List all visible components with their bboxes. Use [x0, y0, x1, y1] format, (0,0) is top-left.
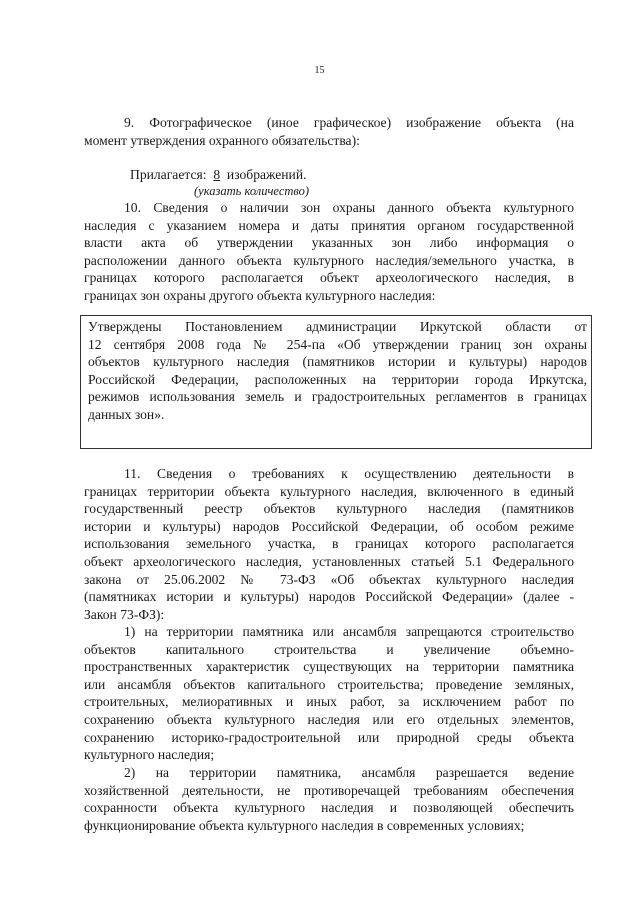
section-9-line: 9. Фотографическое (иное графическое) изображение объекта (на: [124, 115, 574, 130]
item1-line: объектов капитального строительства и увеличение объемно-: [84, 641, 574, 657]
attached-number: 8: [213, 167, 221, 182]
boxed_text-line: Утверждены Постановлением администрации Иркутской области от: [88, 319, 587, 334]
page-number: 15: [314, 65, 325, 76]
section10-line: расположении данного объекта культурного наследия/земельного участка, в: [84, 252, 574, 268]
item1-line: или ансамбля объектов капитального строительства; проведение земляных,: [84, 676, 574, 692]
item1-line: сохранению объекта культурного наследия или его отдельных элементов,: [84, 711, 574, 727]
section10-line: границах которого располагается объект археологического наследия, в: [84, 270, 574, 286]
item-1: [84, 623, 574, 764]
zones-box: [80, 315, 592, 449]
item2-line: сохранности объекта культурного наследия и позволяющей обеспечить: [84, 800, 574, 816]
section10-line: власти акта об утверждении указанных зон либо информация о: [84, 235, 574, 251]
section11-line: границах территории объекта культурного наследия, включенного в единый: [84, 483, 574, 499]
boxed_text-line: 12 сентября 2008 года № 254-па «Об утверждении границ зон охраны: [88, 336, 587, 352]
boxed_text-line: объектов культурного наследия (памятников истории и культуры) народов: [88, 354, 587, 370]
boxed_text-line: Российской Федерации, расположенных на территории города Иркутска,: [88, 371, 587, 387]
item-2: [84, 764, 574, 834]
item2-line: 2) на территории памятника, ансамбля разрешается ведение: [124, 765, 574, 780]
attached-note: (указать количество): [194, 183, 310, 198]
item1-line: культурного наследия;: [84, 747, 215, 763]
section10-line: границах зон охраны другого объекта культурного наследия:: [84, 287, 436, 303]
section11-line: объект археологического наследия, установленных статьей 5.1 Федерального: [84, 553, 574, 569]
section-11: [84, 465, 574, 623]
boxed_text-line: режимов использования земель и градостроительных регламентов в границах: [88, 389, 587, 405]
item1-line: 1) на территории памятника или ансамбля запрещаются строительство: [124, 624, 574, 639]
item1-line: пространственных характеристик существующих на территории памятника: [84, 659, 574, 675]
section11-line: 11. Сведения о требованиях к осуществлению деятельности в: [124, 466, 574, 481]
section-9: [84, 114, 574, 149]
section10-line: 10. Сведения о наличии зон охраны данного объекта культурного: [124, 200, 574, 215]
attached-count: [84, 166, 574, 199]
section11-line: государственный реестр объектов культурного наследия (памятников: [84, 501, 574, 517]
section-10: [84, 199, 574, 305]
boxed_text-line: данных зон».: [88, 406, 165, 422]
attached-suffix: изображений.: [226, 167, 307, 182]
section10-line: наследия с указанием номера и даты принятия органом государственной: [84, 217, 574, 233]
section11-line: использования земельного участка, в границах которого располагается: [84, 536, 574, 552]
section-9-line: момент утверждения охранного обязательства):: [84, 132, 360, 148]
section11-line: Закон 73-ФЗ):: [84, 606, 165, 622]
item2-line: функционирование объекта культурного наследия в современных условиях;: [84, 817, 525, 833]
section11-line: истории и культуры) народов Российской Федерации, об особом режиме: [84, 518, 574, 534]
item1-line: строительных, мелиоративных и иных работ, за исключением работ по: [84, 694, 574, 710]
item2-line: хозяйственной деятельности, не противоречащей требованиям обеспечения: [84, 782, 574, 798]
item1-line: сохранению историко-градостроительной или природной среды объекта: [84, 729, 574, 745]
section11-line: закона от 25.06.2002 № 73-ФЗ «Об объектах культурного наследия: [84, 571, 574, 587]
section11-line: (памятниках истории и культуры) народов Российской Федерации» (далее -: [84, 589, 574, 605]
attached-prefix: Прилагается:: [130, 167, 207, 182]
